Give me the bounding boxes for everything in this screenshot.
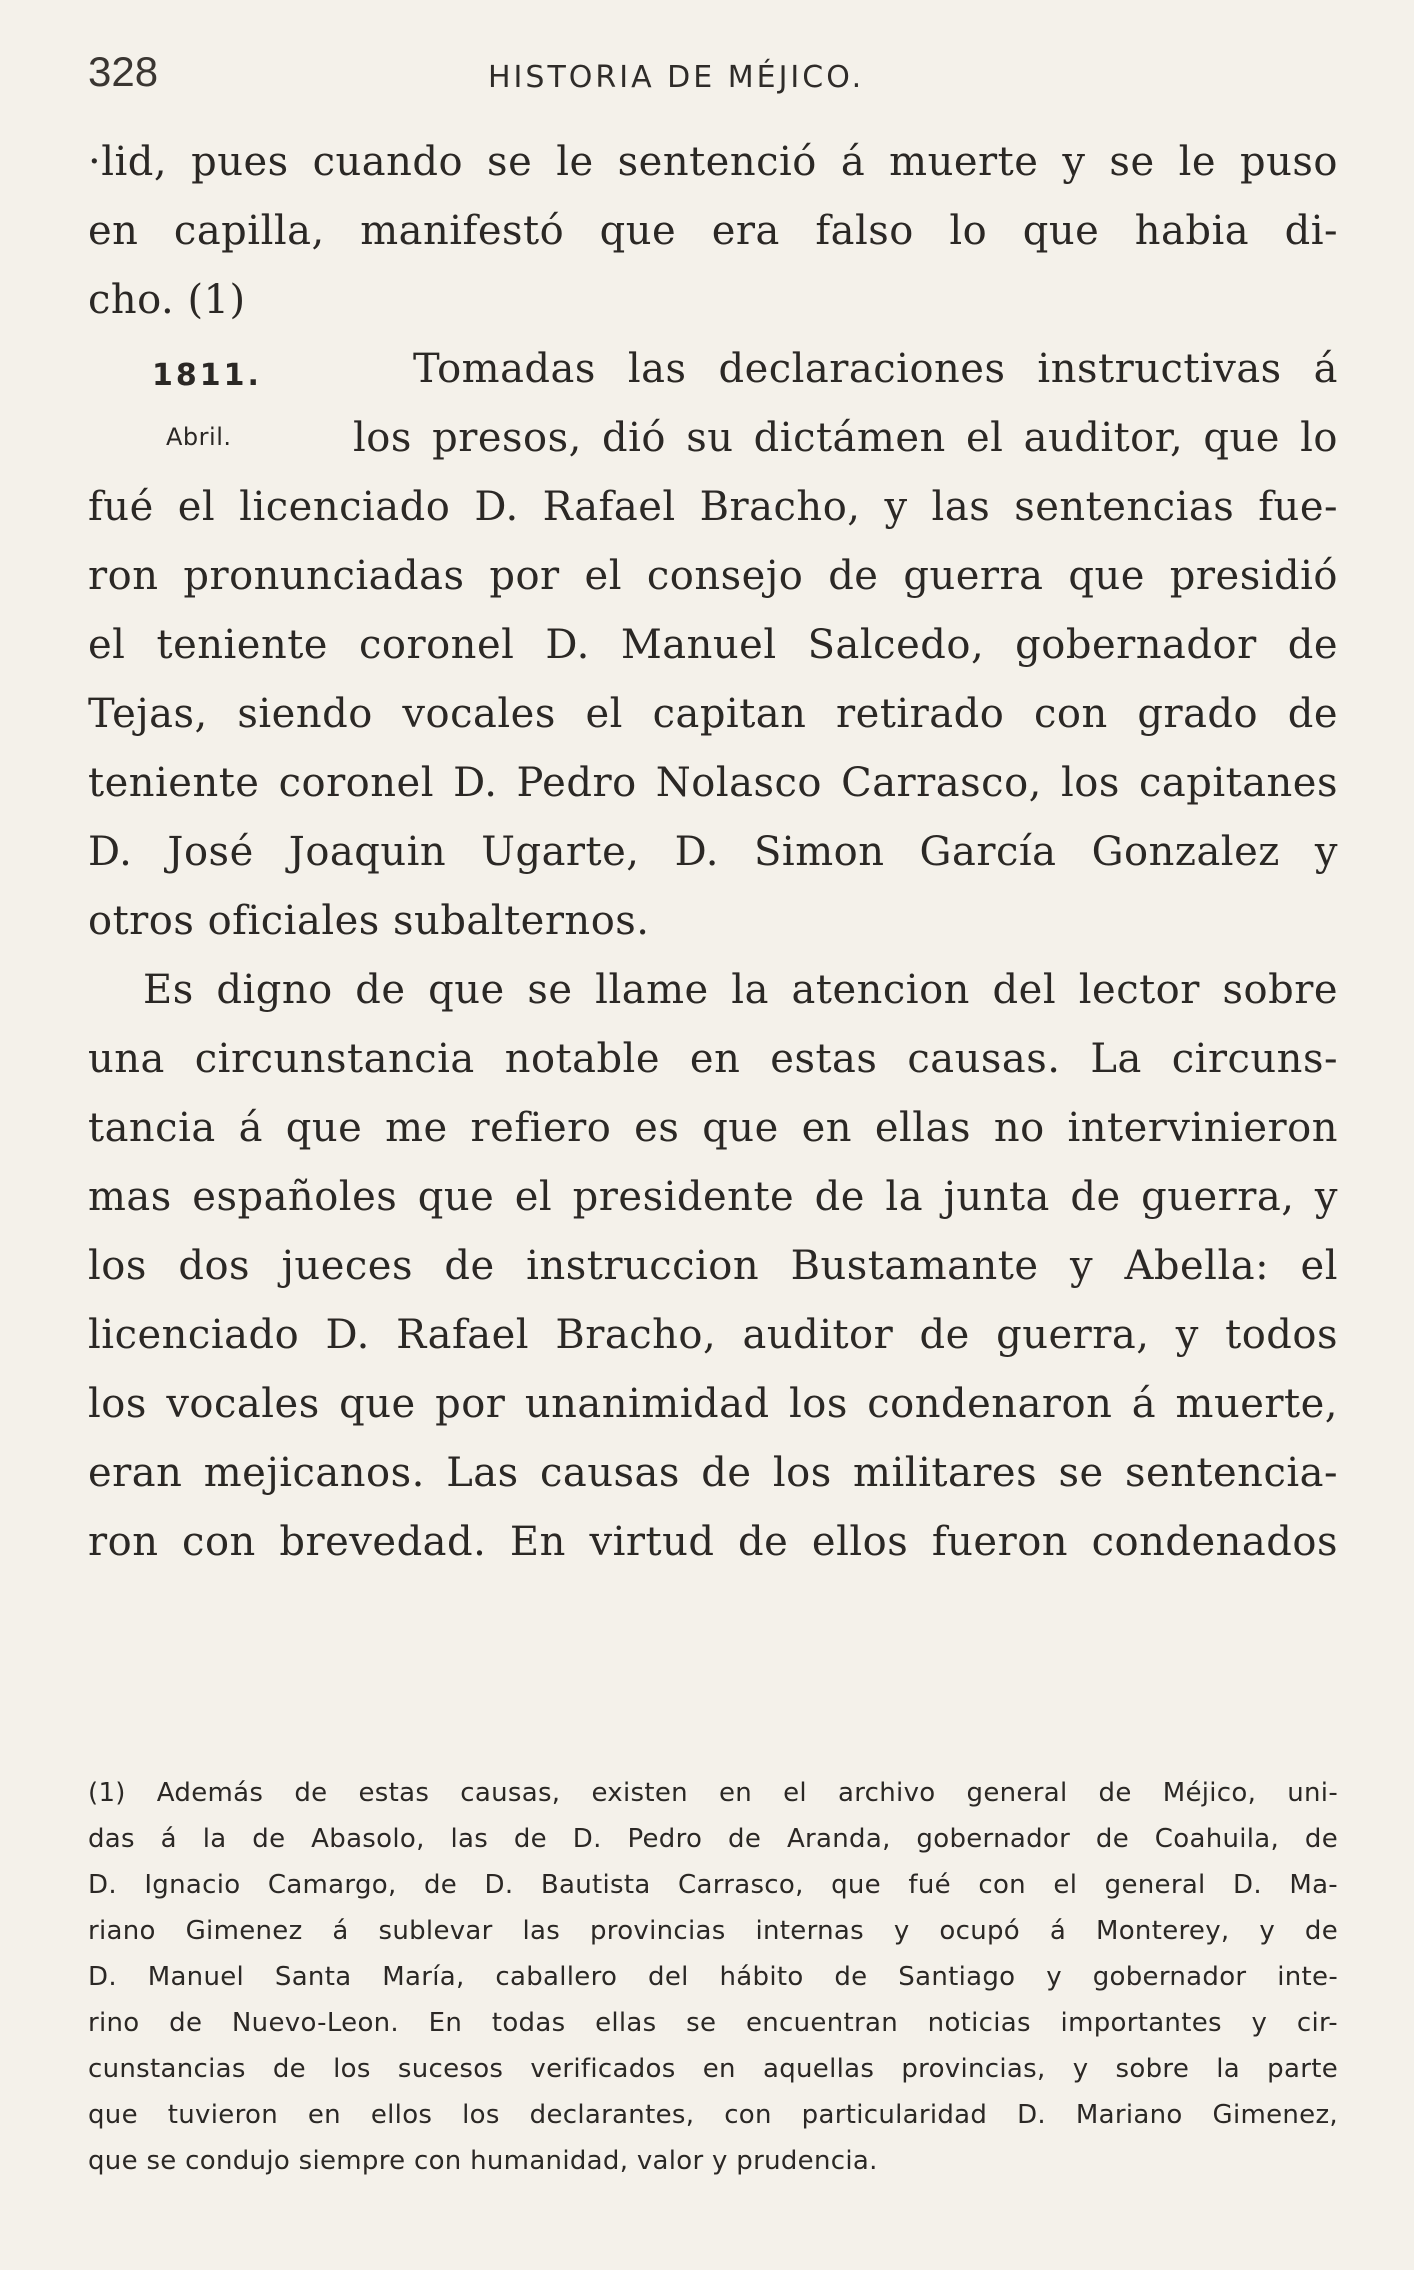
text-line: mas españoles que el presidente de la junta de guerra, y (88, 1174, 1338, 1220)
text-line: cho. (1) (88, 277, 246, 323)
text-line: fué el licenciado D. Rafael Bracho, y las sentencias fue- (88, 484, 1338, 530)
page-number: 328 (88, 48, 159, 95)
footnote-line: que tuvieron en ellos los declarantes, con particularidad D. Mariano Gimenez, (88, 2100, 1338, 2130)
text-line: otros oficiales subalternos. (88, 898, 650, 944)
text-line: el teniente coronel D. Manuel Salcedo, gobernador de (88, 622, 1338, 668)
text-line: Tomadas las declaraciones instructivas á (413, 346, 1338, 392)
text-line: teniente coronel D. Pedro Nolasco Carrasco, los capitanes (88, 760, 1338, 806)
text-line: ron con brevedad. En virtud de ellos fueron condenados (88, 1519, 1338, 1565)
footnote (88, 1770, 1338, 2184)
footnote-line: (1) Además de estas causas, existen en el archivo general de Méjico, uni- (88, 1778, 1338, 1808)
main-text (88, 128, 1338, 1577)
text-line: los vocales que por unanimidad los condenaron á muerte, (88, 1381, 1338, 1427)
text-line: Es digno de que se llame la atencion del lector sobre (143, 967, 1338, 1013)
text-line: los dos jueces de instruccion Bustamante y Abella: el (88, 1243, 1338, 1289)
text-line: D. José Joaquin Ugarte, D. Simon García Gonzalez y (88, 829, 1338, 875)
text-line: una circunstancia notable en estas causas. La circuns- (88, 1036, 1338, 1082)
text-line: eran mejicanos. Las causas de los militares se sentencia- (88, 1450, 1338, 1496)
margin-note-block (88, 335, 1338, 473)
page-header (88, 48, 1338, 108)
text-line: en capilla, manifestó que era falso lo que habia di- (88, 208, 1338, 254)
text-line: tancia á que me refiero es que en ellas no intervinieron (88, 1105, 1338, 1151)
footnote-line: D. Manuel Santa María, caballero del hábito de Santiago y gobernador inte- (88, 1962, 1338, 1992)
margin-month: Abril. (166, 423, 232, 451)
footnote-line: rino de Nuevo-Leon. En todas ellas se encuentran noticias importantes y cir- (88, 2008, 1338, 2038)
footnote-line: D. Ignacio Camargo, de D. Bautista Carrasco, que fué con el general D. Ma- (88, 1870, 1338, 1900)
text-line: los presos, dió su dictámen el auditor, que lo (353, 415, 1338, 461)
footnote-line: riano Gimenez á sublevar las provincias internas y ocupó á Monterey, y de (88, 1916, 1338, 1946)
text-line: ·lid, pues cuando se le sentenció á muerte y se le puso (88, 139, 1338, 185)
margin-year: 1811. (152, 358, 262, 393)
footnote-line: das á la de Abasolo, las de D. Pedro de Aranda, gobernador de Coahuila, de (88, 1824, 1338, 1854)
running-title: HISTORIA DE MÉJICO. (488, 60, 865, 95)
text-line: ron pronunciadas por el consejo de guerra que presidió (88, 553, 1338, 599)
text-line: Tejas, siendo vocales el capitan retirado con grado de (88, 691, 1338, 737)
footnote-line: que se condujo siempre con humanidad, valor y prudencia. (88, 2146, 878, 2176)
text-line: licenciado D. Rafael Bracho, auditor de guerra, y todos (88, 1312, 1338, 1358)
footnote-line: cunstancias de los sucesos verificados en aquellas provincias, y sobre la parte (88, 2054, 1338, 2084)
